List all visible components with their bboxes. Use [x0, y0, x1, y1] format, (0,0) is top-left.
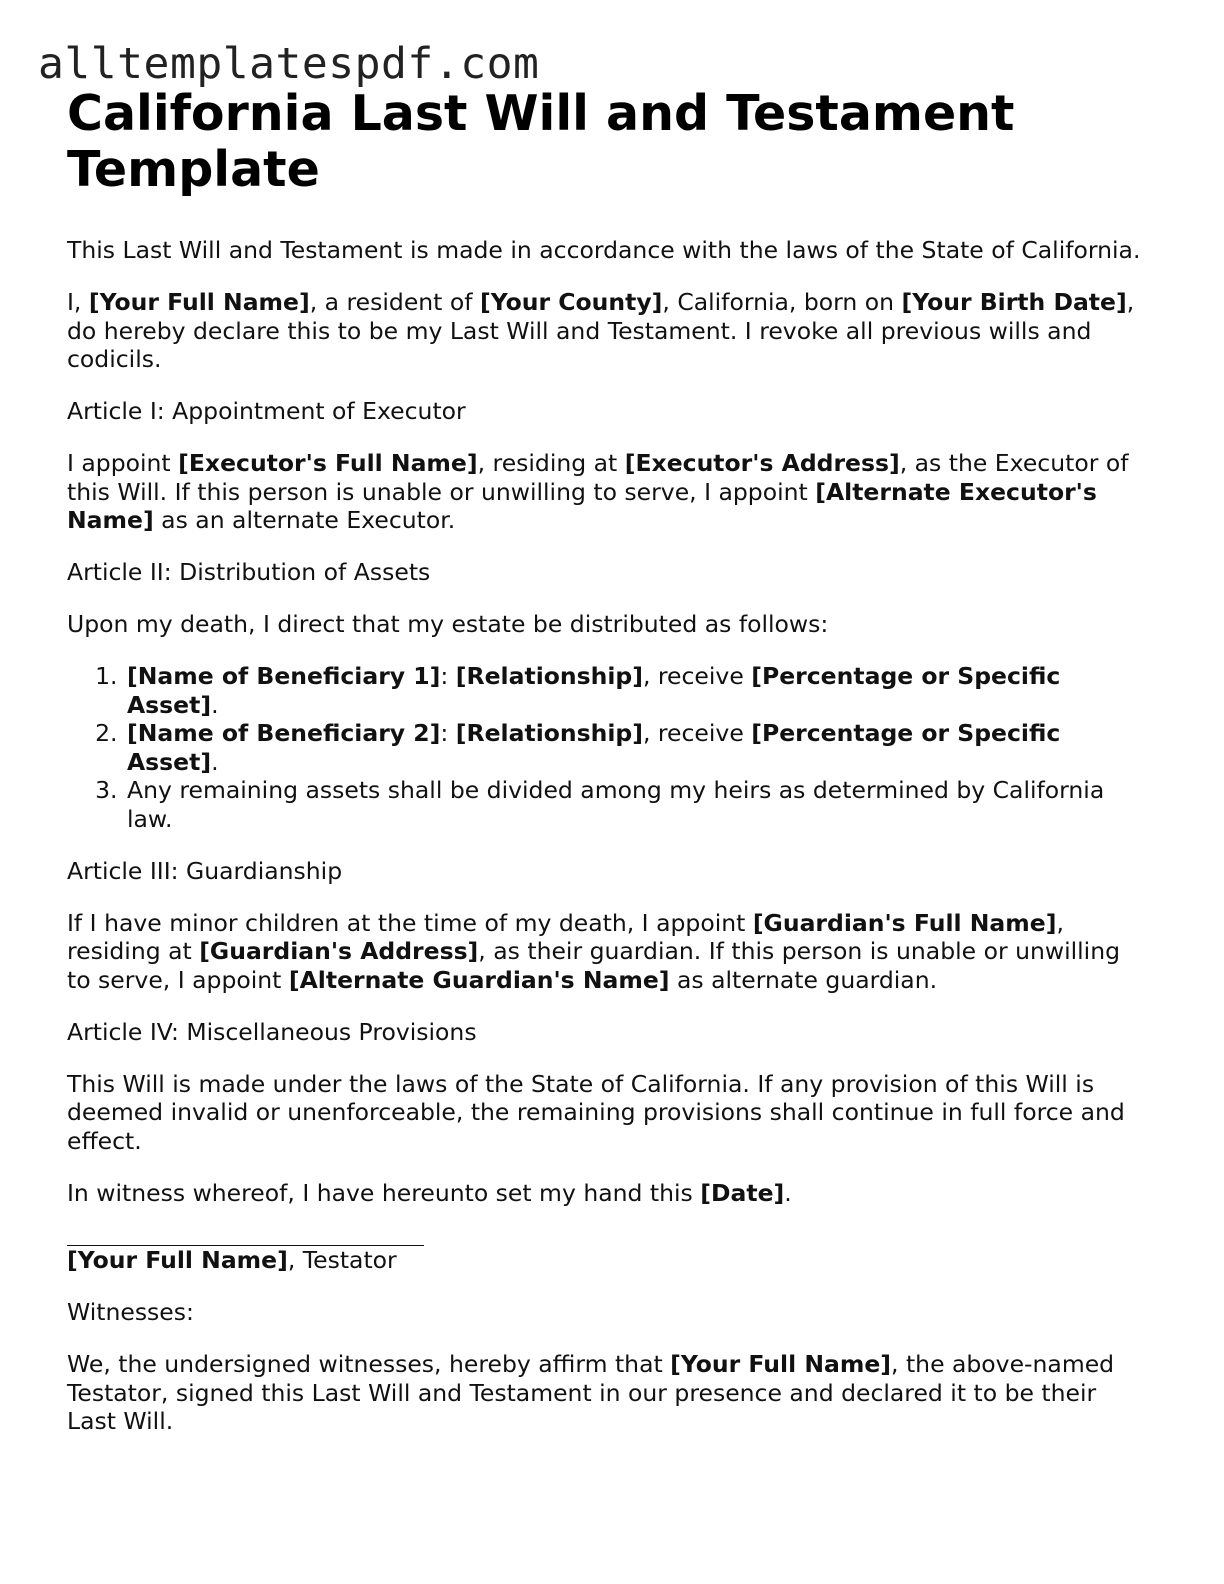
guardian-name-placeholder: [Guardian's Full Name]	[752, 908, 1057, 937]
asset-placeholder: [Percentage or Specific Asset]	[127, 662, 1061, 719]
article-3-text: as alternate guardian.	[669, 965, 938, 994]
article-2-heading: Article II: Distribution of Assets	[67, 558, 431, 586]
signature-caption	[67, 1246, 1147, 1275]
article-4-paragraph: This Will is made under the laws of the State of California. If any provision of this Will is deemed invalid or unenforceable, the remaining provisions shall continue in full force and effect.	[67, 1069, 1125, 1155]
relationship-placeholder: [Relationship]	[455, 719, 643, 747]
testator-name-placeholder: [Your Full Name]	[88, 288, 310, 316]
article-4-heading: Article IV: Miscellaneous Provisions	[67, 1017, 477, 1046]
declaration-text: I,	[67, 288, 89, 316]
guardian-address-placeholder: [Guardian's Address]	[199, 937, 479, 965]
witnesses-text: We, the undersigned witnesses, hereby affirm that	[67, 1350, 671, 1378]
relationship-placeholder: [Relationship]	[455, 662, 643, 690]
alternate-executor-placeholder: [Alternate Executor's Name]	[67, 477, 1097, 534]
date-placeholder: [Date]	[700, 1178, 785, 1207]
declaration-paragraph	[67, 288, 1147, 374]
county-placeholder: [Your County]	[479, 288, 663, 316]
list-item: 3. Any remaining assets shall be divided among my heirs as determined by California law.	[125, 776, 1147, 833]
list-text: , receive	[642, 719, 752, 747]
list-text: :	[440, 662, 456, 690]
witnesses-text: , the above-named Testator, signed this Last Will and Testament in our presence and declared it to be their Last Will.	[67, 1350, 1115, 1435]
declaration-text: , do hereby declare this to be my Last Will and Testament. I revoke all previous wills and codicils.	[67, 288, 1135, 373]
list-text: .	[211, 690, 219, 719]
witness-clause-text: .	[784, 1178, 792, 1207]
executor-name-placeholder: [Executor's Full Name]	[178, 449, 478, 477]
article-1-heading: Article I: Appointment of Executor	[67, 397, 466, 425]
page-title: California Last Will and Testament Template	[67, 85, 1015, 198]
document-body	[67, 86, 1147, 1436]
witnesses-paragraph	[67, 1350, 1147, 1436]
asset-placeholder: [Percentage or Specific Asset]	[127, 719, 1061, 776]
list-text: , receive	[642, 662, 752, 690]
article-1-text: , residing at	[477, 449, 625, 477]
testator-name-placeholder: [Your Full Name]	[670, 1350, 892, 1378]
birth-date-placeholder: [Your Birth Date]	[901, 288, 1127, 316]
article-3-text: If I have minor children at the time of my death, I appoint	[67, 908, 753, 937]
list-text: :	[440, 719, 456, 747]
article-3-heading: Article III: Guardianship	[67, 856, 343, 885]
executor-address-placeholder: [Executor's Address]	[624, 449, 900, 477]
distribution-list	[67, 662, 1147, 833]
article-1-text: , as the Executor of this Will. If this person is unable or unwilling to serve, I appoint	[67, 449, 1129, 506]
article-3-paragraph	[67, 909, 1147, 995]
declaration-text: , California, born on	[662, 288, 902, 316]
article-1-text: I appoint	[67, 449, 179, 477]
article-1-text: as an alternate Executor.	[153, 506, 456, 534]
witnesses-heading: Witnesses:	[67, 1298, 194, 1326]
declaration-text: , a resident of	[309, 288, 480, 316]
testator-signature-name: [Your Full Name]	[67, 1246, 288, 1274]
list-item	[125, 719, 1147, 776]
beneficiary-placeholder: [Name of Beneficiary 1]	[127, 662, 441, 690]
alternate-guardian-placeholder: [Alternate Guardian's Name]	[288, 965, 670, 994]
beneficiary-placeholder: [Name of Beneficiary 2]	[127, 719, 441, 747]
witness-clause	[67, 1179, 1147, 1208]
article-2-intro: Upon my death, I direct that my estate be distributed as follows:	[67, 610, 829, 638]
article-3-text: , residing at	[67, 908, 1064, 965]
watermark: alltemplatespdf.com	[38, 39, 540, 89]
intro-paragraph: This Last Will and Testament is made in accordance with the laws of the State of California.	[67, 236, 1141, 264]
witness-clause-text: In witness whereof, I have hereunto set my hand this	[67, 1178, 701, 1207]
signature-role: , Testator	[287, 1246, 397, 1274]
list-text: .	[211, 747, 219, 776]
article-1-paragraph	[67, 449, 1147, 535]
list-item	[125, 662, 1147, 719]
article-3-text: , as their guardian. If this person is unable or unwilling to serve, I appoint	[67, 937, 1121, 994]
